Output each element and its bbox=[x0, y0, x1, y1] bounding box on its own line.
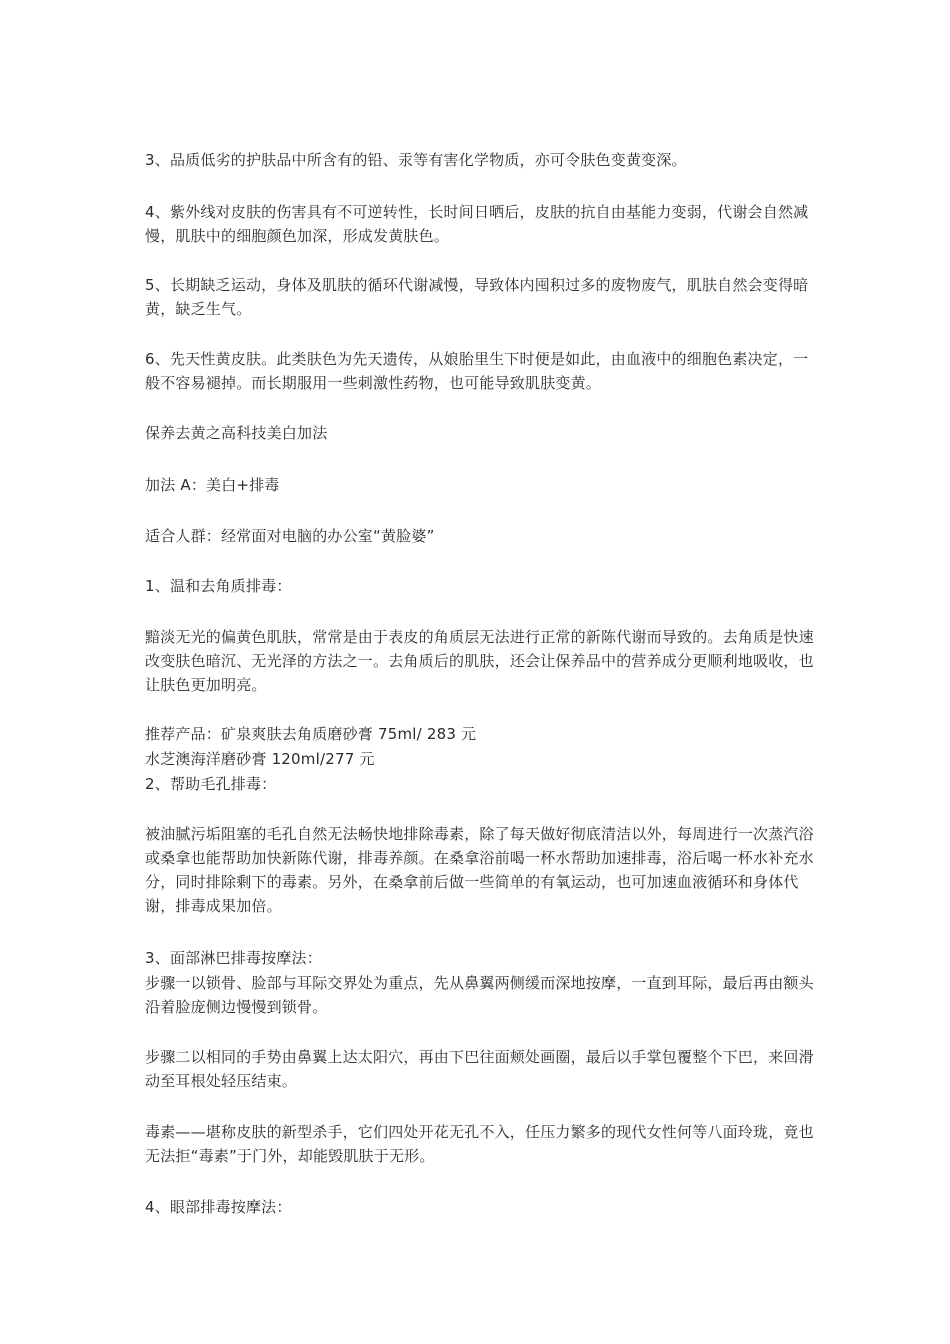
target-audience: 适合人群：经常面对电脑的办公室“黄脸婆” bbox=[145, 527, 435, 545]
paragraph-cause-3: 3、品质低劣的护肤品中所含有的铅、汞等有害化学物质，亦可令肤色变黄变深。 bbox=[145, 151, 687, 169]
step-1-body: 黯淡无光的偏黄色肌肤，常常是由于表皮的角质层无法进行正常的新陈代谢而导致的。去角质是快速改变肤色暗沉、无光泽的方法之一。去角质后的肌肤，还会让保养品中的营养成分更顺利地吸收，也让肤色更加明亮。 bbox=[145, 628, 814, 694]
step-1-heading: 1、温和去角质排毒： bbox=[145, 577, 292, 595]
recommended-product-2: 水芝澳海洋磨砂膏 120ml/277 元 bbox=[145, 750, 375, 768]
step-4-heading: 4、眼部排毒按摩法： bbox=[145, 1198, 292, 1216]
method-a-title: 加法 A：美白+排毒 bbox=[145, 476, 280, 494]
step-3-heading: 3、面部淋巴排毒按摩法： bbox=[145, 949, 322, 967]
step-2-body: 被油腻污垢阻塞的毛孔自然无法畅快地排除毒素，除了每天做好彻底清洁以外，每周进行一次蒸汽浴或桑拿也能帮助加快新陈代谢，排毒养颜。在桑拿浴前喝一杯水帮助加速排毒，浴后喝一杯水补充水分，同时排除剩下的毒素。另外，在桑拿前后做一些简单的有氧运动，也可加速血液循环和身体代谢，排毒成果加倍。 bbox=[145, 825, 814, 915]
paragraph-cause-6: 6、先天性黄皮肤。此类肤色为先天遗传，从娘胎里生下时便是如此，由血液中的细胞色素决定，一般不容易褪掉。而长期服用一些刺激性药物，也可能导致肌肤变黄。 bbox=[145, 350, 809, 392]
paragraph-cause-4: 4、紫外线对皮肤的伤害具有不可逆转性，长时间日晒后，皮肤的抗自由基能力变弱，代谢会自然减慢，肌肤中的细胞颜色加深，形成发黄肤色。 bbox=[145, 203, 809, 245]
step-3-body-1: 步骤一以锁骨、脸部与耳际交界处为重点，先从鼻翼两侧缓而深地按摩，一直到耳际，最后再由额头沿着脸庞侧边慢慢到锁骨。 bbox=[145, 974, 814, 1016]
step-3-body-2: 步骤二以相同的手势由鼻翼上达太阳穴，再由下巴往面颊处画圈，最后以手掌包覆整个下巴，来回滑动至耳根处轻压结束。 bbox=[145, 1048, 814, 1090]
section-heading: 保养去黄之高科技美白加法 bbox=[145, 424, 328, 442]
paragraph-cause-5: 5、长期缺乏运动，身体及肌肤的循环代谢减慢，导致体内囤积过多的废物废气，肌肤自然会变得暗黄，缺乏生气。 bbox=[145, 276, 809, 318]
step-2-heading: 2、帮助毛孔排毒： bbox=[145, 775, 277, 793]
recommended-product-1: 推荐产品：矿泉爽肤去角质磨砂膏 75ml/ 283 元 bbox=[145, 725, 477, 743]
toxin-paragraph: 毒素——堪称皮肤的新型杀手，它们四处开花无孔不入，任压力繁多的现代女性何等八面玲珑，竟也无法拒“毒素”于门外，却能毁肌肤于无形。 bbox=[145, 1123, 814, 1165]
